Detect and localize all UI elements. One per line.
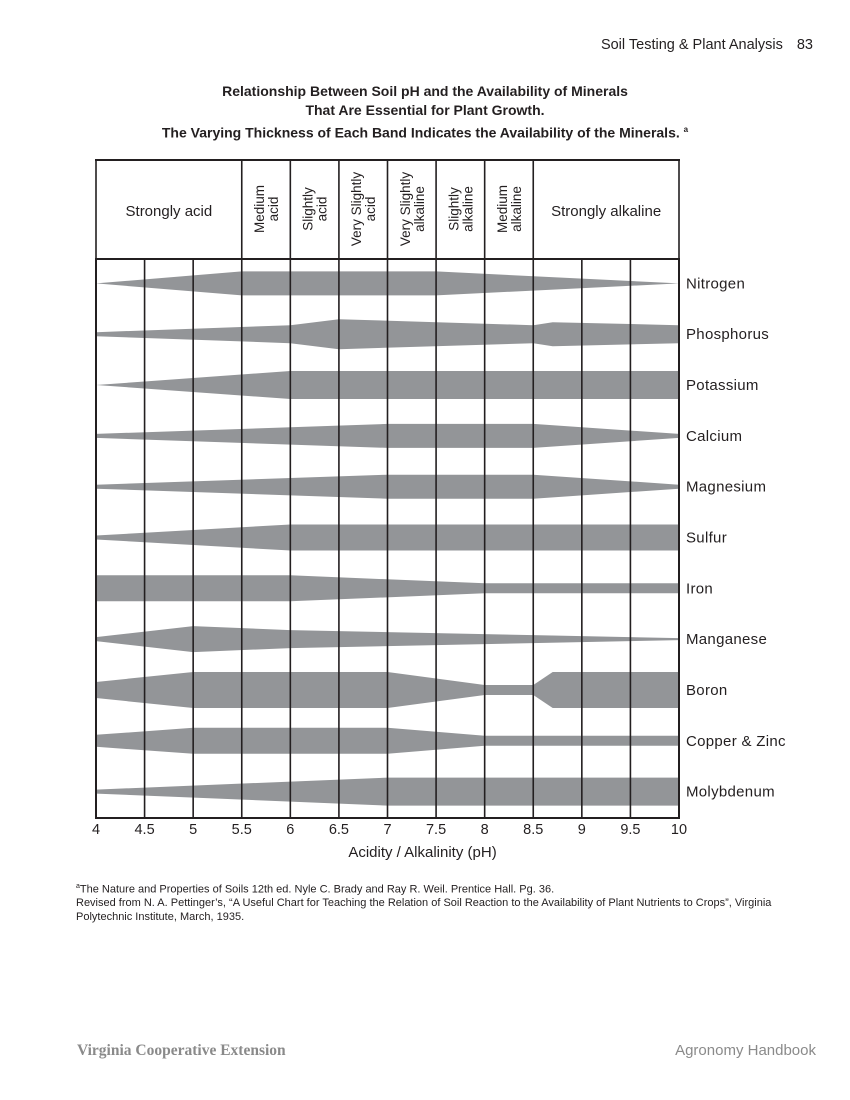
footnote-line-2: Revised from N. A. Pettinger’s, “A Useful Chart for Teaching the Relation of Soil Reaction to the Availability of Plant Nutrients to Crops”, Virginia Polytechnic Institute, March, 1935.	[76, 897, 772, 923]
ph-category-slightly-alkaline	[446, 186, 475, 232]
ph-category-line: Slightly	[446, 187, 462, 231]
x-tick-label-9: 9	[577, 822, 586, 838]
x-tick-label-7: 7	[383, 822, 392, 838]
ph-category-line: acid	[266, 196, 281, 222]
x-tick-label-8: 8	[480, 822, 489, 838]
footnote-line-1-wrap	[76, 880, 796, 897]
ph-category-strongly-acid: Strongly acid	[125, 203, 213, 220]
ph-category-line: alkaline	[411, 186, 427, 232]
x-tick-label-6-5: 6.5	[328, 822, 350, 838]
band-label-iron: Iron	[686, 580, 714, 598]
band-label-molybdenum: Molybdenum	[686, 783, 775, 801]
x-tick-label-4: 4	[91, 822, 101, 838]
ph-category-line: Slightly	[300, 187, 316, 231]
band-label-calcium: Calcium	[686, 427, 743, 445]
ph-category-slightly-acid	[301, 187, 330, 231]
ph-category-line: acid	[314, 196, 330, 222]
ph-category-very-slightly-acid	[349, 172, 378, 247]
band-label-potassium: Potassium	[686, 377, 759, 395]
x-tick-label-5-5: 5.5	[231, 822, 252, 838]
header-section: Soil Testing & Plant Analysis	[600, 37, 783, 53]
ph-category-line: Medium	[495, 184, 510, 234]
chart-title-line-2: That Are Essential for Plant Growth.	[305, 102, 545, 118]
footer-brand: Virginia Cooperative Extension	[77, 1042, 286, 1059]
band-label-boron: Boron	[686, 681, 728, 699]
band-label-sulfur: Sulfur	[686, 529, 727, 547]
x-tick-label-4-5: 4.5	[134, 822, 155, 838]
footnote	[76, 880, 796, 924]
ph-category-strongly-alkaline: Strongly alkaline	[551, 203, 662, 220]
chart-title-note: a	[683, 125, 689, 134]
x-tick-label-5: 5	[189, 822, 198, 838]
ph-category-medium-acid	[252, 185, 281, 233]
footnote-line-1: The Nature and Properties of Soils 12th ed. Nyle C. Brady and Ray R. Weil. Prentice Hall. Pg. 36.	[79, 883, 555, 896]
ph-category-line: Medium	[252, 184, 267, 234]
ph-category-very-slightly-alkaline	[398, 172, 427, 247]
x-tick-label-8-5: 8.5	[523, 822, 544, 838]
band-label-manganese: Manganese	[686, 631, 768, 649]
x-axis-title: Acidity / Alkalinity (pH)	[348, 844, 497, 861]
footer-handbook: Agronomy Handbook	[675, 1042, 816, 1059]
band-label-copper-zinc: Copper & Zinc	[686, 732, 786, 750]
ph-category-medium-alkaline	[495, 185, 524, 233]
ph-category-line: alkaline	[460, 186, 476, 232]
header-page-number: 83	[796, 37, 813, 53]
band-label-magnesium: Magnesium	[686, 478, 767, 496]
ph-category-line: Very Slightly	[349, 171, 365, 247]
x-tick-label-9-5: 9.5	[620, 822, 641, 838]
band-label-phosphorus: Phosphorus	[686, 326, 770, 344]
chart-title-line-3: The Varying Thickness of Each Band Indicates the Availability of the Minerals.	[161, 124, 680, 141]
footnote-marker: a	[76, 883, 80, 890]
x-tick-label-6: 6	[286, 822, 295, 838]
band-label-nitrogen: Nitrogen	[686, 275, 746, 293]
ph-category-line: acid	[363, 196, 379, 222]
ph-category-line: alkaline	[509, 186, 524, 232]
x-tick-label-10: 10	[670, 822, 688, 838]
chart-title-line-1: Relationship Between Soil pH and the Availability of Minerals	[222, 83, 628, 99]
ph-category-line: Very Slightly	[397, 171, 413, 247]
x-tick-label-7-5: 7.5	[425, 822, 447, 838]
